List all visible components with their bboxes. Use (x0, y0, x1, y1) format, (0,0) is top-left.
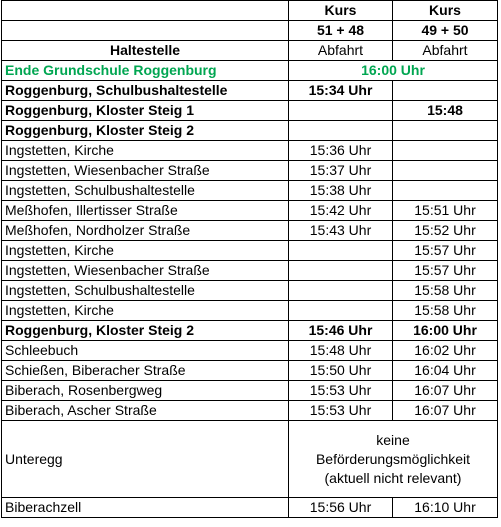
table-row (2, 361, 498, 381)
time-cell-kurs-2: 16:10 Uhr (393, 498, 498, 518)
stop-name-cell: Meßhofen, Nordholzer Straße (2, 221, 289, 241)
table-row (2, 261, 498, 281)
table-row (2, 101, 498, 121)
table-row (2, 498, 498, 518)
stop-name-cell: Ingstetten, Kirche (2, 301, 289, 321)
time-cell-kurs-1: 15:56 Uhr (289, 498, 393, 518)
note-line: keine (376, 431, 410, 448)
time-cell-kurs-1: 15:43 Uhr (289, 221, 393, 241)
time-cell-kurs-2 (393, 141, 498, 161)
time-cell-kurs-1: 15:50 Uhr (289, 361, 393, 381)
stop-name-cell: Biberach, Rosenbergweg (2, 381, 289, 401)
time-cell-kurs-2 (393, 161, 498, 181)
header-row-kurs (2, 1, 498, 21)
header-haltestelle: Haltestelle (2, 41, 289, 61)
stop-name-cell: Ingstetten, Schulbushaltestelle (2, 181, 289, 201)
table-row (2, 221, 498, 241)
time-cell-kurs-1: 15:37 Uhr (289, 161, 393, 181)
table-row (2, 201, 498, 221)
header-abfahrt-2: Abfahrt (393, 41, 498, 61)
time-cell-kurs-2: 16:07 Uhr (393, 401, 498, 421)
stop-name-cell: Ingstetten, Wiesenbacher Straße (2, 161, 289, 181)
stop-name-cell: Roggenburg, Kloster Steig 1 (2, 101, 289, 121)
time-cell-kurs-1: 15:46 Uhr (289, 321, 393, 341)
table-row (2, 401, 498, 421)
time-cell-kurs-2 (393, 181, 498, 201)
time-cell-kurs-1: 15:53 Uhr (289, 401, 393, 421)
highlight-time: 16:00 Uhr (289, 61, 498, 81)
time-cell-kurs-2: 15:58 Uhr (393, 301, 498, 321)
time-cell-kurs-2: 15:51 Uhr (393, 201, 498, 221)
table-row (2, 321, 498, 341)
time-cell-kurs-2: 15:48 (393, 101, 498, 121)
time-cell-kurs-1: 15:48 Uhr (289, 341, 393, 361)
header-empty-cell (2, 1, 289, 21)
header-kurs-number-1: 51 + 48 (289, 21, 393, 41)
stop-name-cell: Ingstetten, Kirche (2, 141, 289, 161)
stop-name-cell: Biberach, Ascher Straße (2, 401, 289, 421)
no-service-note (289, 421, 498, 498)
table-row (2, 281, 498, 301)
time-cell-kurs-1 (289, 241, 393, 261)
stop-name-cell: Meßhofen, Illertisser Straße (2, 201, 289, 221)
stop-name-cell: Schießen, Biberacher Straße (2, 361, 289, 381)
note-line: Beförderungsmöglichkeit (315, 450, 471, 467)
highlight-row (2, 61, 498, 81)
time-cell-kurs-1: 15:34 Uhr (289, 81, 393, 101)
time-cell-kurs-2: 15:58 Uhr (393, 281, 498, 301)
header-abfahrt-1: Abfahrt (289, 41, 393, 61)
time-cell-kurs-1: 15:38 Uhr (289, 181, 393, 201)
stop-name-cell: Roggenburg, Schulbushaltestelle (2, 81, 289, 101)
time-cell-kurs-2: 16:07 Uhr (393, 381, 498, 401)
time-cell-kurs-1 (289, 301, 393, 321)
table-row (2, 381, 498, 401)
time-cell-kurs-2 (393, 81, 498, 101)
table-row (2, 241, 498, 261)
time-cell-kurs-1: 15:53 Uhr (289, 381, 393, 401)
header-kurs-number-2: 49 + 50 (393, 21, 498, 41)
time-cell-kurs-1: 15:36 Uhr (289, 141, 393, 161)
stop-name-cell: Ingstetten, Wiesenbacher Straße (2, 261, 289, 281)
time-cell-kurs-1 (289, 121, 393, 141)
table-row (2, 81, 498, 101)
time-cell-kurs-1: 15:42 Uhr (289, 201, 393, 221)
table-row (2, 121, 498, 141)
stop-name-cell: Roggenburg, Kloster Steig 2 (2, 121, 289, 141)
header-empty-cell (2, 21, 289, 41)
bus-schedule-table (1, 0, 498, 518)
time-cell-kurs-1 (289, 261, 393, 281)
table-row (2, 301, 498, 321)
table-row (2, 341, 498, 361)
table-row (2, 141, 498, 161)
note-line: (aktuell nicht relevant) (324, 469, 462, 486)
stop-name-cell: Schleebuch (2, 341, 289, 361)
table-row (2, 181, 498, 201)
stop-name-cell: Unteregg (2, 421, 289, 498)
header-row-labels (2, 41, 498, 61)
table-row-unteregg (2, 421, 498, 498)
time-cell-kurs-1 (289, 101, 393, 121)
time-cell-kurs-1 (289, 281, 393, 301)
stop-name-cell: Ingstetten, Kirche (2, 241, 289, 261)
stop-name-cell: Biberachzell (2, 498, 289, 518)
time-cell-kurs-2 (393, 121, 498, 141)
time-cell-kurs-2: 15:57 Uhr (393, 261, 498, 281)
header-kurs-label-1: Kurs (289, 1, 393, 21)
stop-name-cell: Roggenburg, Kloster Steig 2 (2, 321, 289, 341)
time-cell-kurs-2: 16:04 Uhr (393, 361, 498, 381)
time-cell-kurs-2: 15:57 Uhr (393, 241, 498, 261)
time-cell-kurs-2: 15:52 Uhr (393, 221, 498, 241)
highlight-stop: Ende Grundschule Roggenburg (2, 61, 289, 81)
header-row-kurs-numbers (2, 21, 498, 41)
time-cell-kurs-2: 16:00 Uhr (393, 321, 498, 341)
header-kurs-label-2: Kurs (393, 1, 498, 21)
table-row (2, 161, 498, 181)
time-cell-kurs-2: 16:02 Uhr (393, 341, 498, 361)
stop-name-cell: Ingstetten, Schulbushaltestelle (2, 281, 289, 301)
